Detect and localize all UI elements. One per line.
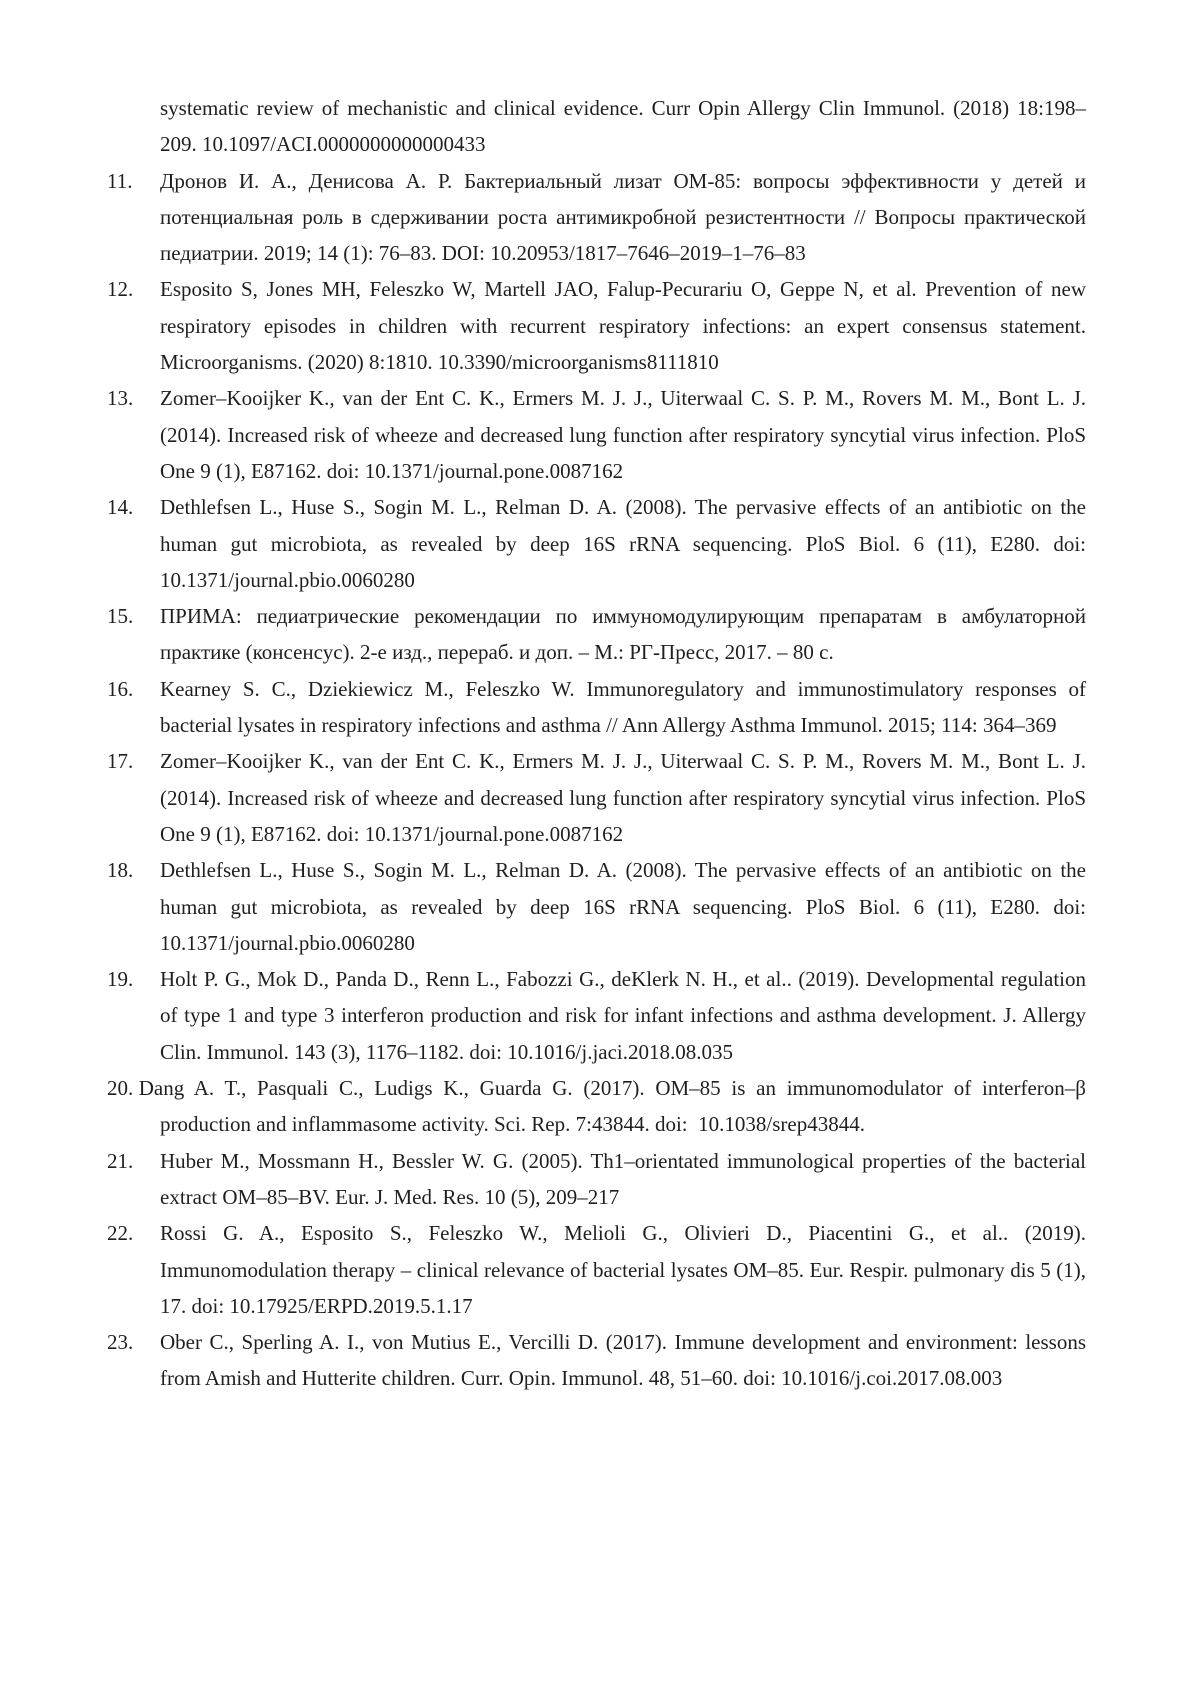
reference-item-16 [107, 671, 1086, 744]
reference-number: 23. [107, 1330, 134, 1355]
reference-number: 21. [107, 1148, 134, 1173]
reference-item-18 [107, 852, 1086, 961]
reference-item-15 [107, 598, 1086, 671]
reference-text: Дронов И. А., Денисова А. Р. Бактериальный лизат ОМ-85: вопросы эффективности у детей и потенциальная роль в сдерживании роста антимикробной резистентности // Вопросы практической педиатрии. 2019; 14 (1): 76–83. DOI: 10.20953/1817–7646–2019–1–76–83 [160, 168, 1086, 266]
reference-number: 16. [107, 676, 134, 701]
reference-number: 11. [107, 168, 133, 193]
reference-number: 14. [107, 495, 134, 520]
reference-text: systematic review of mechanistic and clinical evidence. Curr Opin Allergy Clin Immunol. (2018) 18:198–209. 10.1097/ACI.0000000000000433 [160, 96, 1086, 157]
reference-number: 20. [107, 1076, 134, 1101]
reference-number: 19. [107, 967, 134, 992]
reference-number: 13. [107, 386, 134, 411]
reference-item-21 [107, 1143, 1086, 1216]
reference-item-17 [107, 743, 1086, 852]
reference-text: Holt P. G., Mok D., Panda D., Renn L., Fabozzi G., deKlerk N. H., et al.. (2019). Developmental regulation of type 1 and type 3 interferon production and risk for infant infections and asthma development. J. Allergy Clin. Immunol. 143 (3), 1176–1182. doi: 10.1016/j.jaci.2018.08.035 [160, 967, 1086, 1064]
reference-text: ПРИМА: педиатрические рекомендации по иммуномодулирующим препаратам в амбулаторной практике (консенсус). 2-е изд., перераб. и доп. – М.: РГ-Пресс, 2017. – 80 с. [160, 604, 1086, 665]
reference-number: 15. [107, 604, 134, 629]
reference-number: 17. [107, 749, 134, 774]
reference-text: Rossi G. A., Esposito S., Feleszko W., Melioli G., Olivieri D., Piacentini G., et al.. (2019). Immunomodulation therapy – clinical relevance of bacterial lysates OM–85. Eur. Respir. pulmonary dis 5 (1), 17. doi: 10.17925/ERPD.2019.5.1.17 [160, 1221, 1086, 1318]
reference-item-12 [107, 271, 1086, 380]
reference-number: 22. [107, 1221, 134, 1246]
reference-text: Dethlefsen L., Huse S., Sogin M. L., Relman D. A. (2008). The pervasive effects of an antibiotic on the human gut microbiota, as revealed by deep 16S rRNA sequencing. PloS Biol. 6 (11), E280. doi: 10.1371/journal.pbio.0060280 [160, 495, 1086, 592]
reference-text: Kearney S. C., Dziekiewicz M., Feleszko W. Immunoregulatory and immunostimulatory responses of bacterial lysates in respiratory infections and asthma // Ann Allergy Asthma Immunol. 2015; 114: 364–369 [160, 676, 1086, 738]
references-list [107, 90, 1086, 1397]
reference-text: Zomer–Kooijker K., van der Ent C. K., Ermers M. J. J., Uiterwaal C. S. P. M., Rovers M. M., Bont L. J. (2014). Increased risk of wheeze and decreased lung function after respiratory syncytial virus infection. PloS One 9 (1), E87162. doi: 10.1371/journal.pone.0087162 [160, 749, 1086, 846]
reference-number: 12. [107, 277, 134, 302]
reference-text: Huber M., Mossmann H., Bessler W. G. (2005). Th1–orientated immunological properties of the bacterial extract OM–85–BV. Eur. J. Med. Res. 10 (5), 209–217 [160, 1148, 1086, 1209]
reference-text: Zomer–Kooijker K., van der Ent C. K., Ermers M. J. J., Uiterwaal C. S. P. M., Rovers M. M., Bont L. J. (2014). Increased risk of wheeze and decreased lung function after respiratory syncytial virus infection. PloS One 9 (1), E87162. doi: 10.1371/journal.pone.0087162 [160, 386, 1086, 483]
reference-text: Dethlefsen L., Huse S., Sogin M. L., Relman D. A. (2008). The pervasive effects of an antibiotic on the human gut microbiota, as revealed by deep 16S rRNA sequencing. PloS Biol. 6 (11), E280. doi: 10.1371/journal.pbio.0060280 [160, 858, 1086, 955]
reference-number: 18. [107, 858, 134, 883]
reference-item-23 [107, 1324, 1086, 1397]
reference-item-11 [107, 163, 1086, 272]
reference-item-22 [107, 1215, 1086, 1324]
reference-item-20 [107, 1070, 1086, 1143]
reference-text: Dang A. T., Pasquali C., Ludigs K., Guarda G. (2017). OM–85 is an immunomodulator of interferon–β production and inflammasome activity. Sci. Rep. 7:43844. doi: 10.1038/srep43844. [138, 1076, 1086, 1137]
reference-item-13 [107, 380, 1086, 489]
reference-text: Ober C., Sperling A. I., von Mutius E., Vercilli D. (2017). Immune development and environment: lessons from Amish and Hutterite children. Curr. Opin. Immunol. 48, 51–60. doi: 10.1016/j.coi.2017.08.003 [160, 1330, 1086, 1391]
reference-text: Esposito S, Jones MH, Feleszko W, Martell JAO, Falup-Pecurariu O, Geppe N, et al. Prevention of new respiratory episodes in children with recurrent respiratory infections: an expert consensus statement. Microorganisms. (2020) 8:1810. 10.3390/microorganisms8111810 [160, 277, 1086, 375]
reference-item-19 [107, 961, 1086, 1070]
reference-item-10-continuation [107, 90, 1086, 163]
reference-item-14 [107, 489, 1086, 598]
